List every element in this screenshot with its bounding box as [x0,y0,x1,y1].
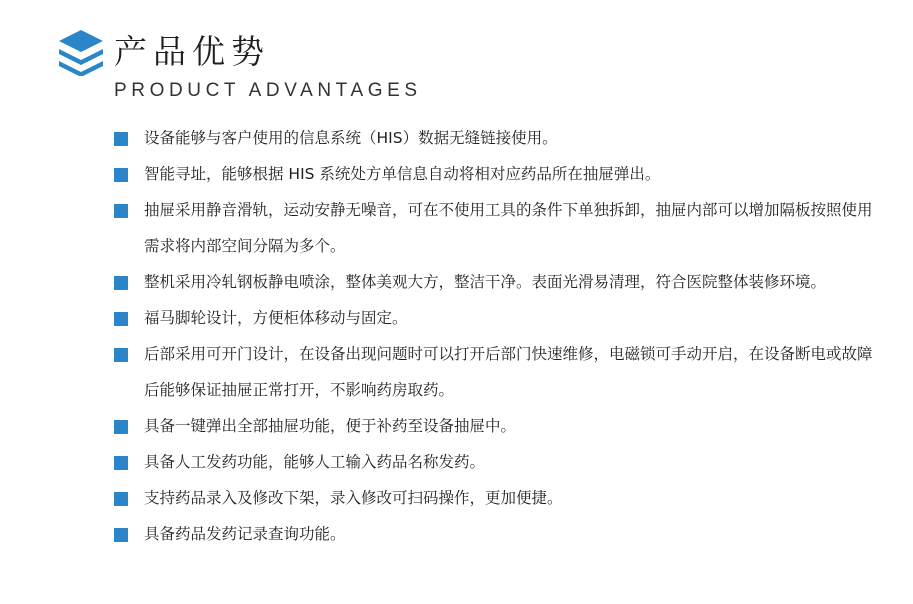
list-item-text: 整机采用冷轧钢板静电喷涂，整体美观大方，整洁干净。表面光滑易清理，符合医院整体装修环境。 [144,273,827,291]
square-bullet-icon [114,132,128,146]
square-bullet-icon [114,492,128,506]
list-item-text: 具备药品发药记录查询功能。 [144,525,346,543]
list-item-text: 福马脚轮设计，方便柜体移动与固定。 [144,309,408,327]
advantages-list [114,120,874,552]
list-item [114,156,874,192]
square-bullet-icon [114,528,128,542]
list-item [114,192,874,264]
list-item-text: 具备人工发药功能，能够人工输入药品名称发药。 [144,453,486,471]
section-subtitle: PRODUCT ADVANTAGES [114,80,422,101]
section-title: 产品优势 [114,32,270,71]
list-item [114,120,874,156]
list-item-text: 具备一键弹出全部抽屉功能，便于补药至设备抽屉中。 [144,417,517,435]
list-item-text: 智能寻址，能够根据 HIS 系统处方单信息自动将相对应药品所在抽屉弹出。 [144,165,661,183]
square-bullet-icon [114,204,128,218]
list-item-text: 支持药品录入及修改下架，录入修改可扫码操作，更加便捷。 [144,489,563,507]
list-item [114,336,874,408]
square-bullet-icon [114,312,128,326]
list-item [114,516,874,552]
square-bullet-icon [114,276,128,290]
list-item-text: 设备能够与客户使用的信息系统（HIS）数据无缝链接使用。 [144,129,558,147]
list-item-text: 后部采用可开门设计，在设备出现问题时可以打开后部门快速维修，电磁锁可手动开启，在设备断电或故障后能够保证抽屉正常打开，不影响药房取药。 [144,345,873,399]
list-item [114,408,874,444]
list-item [114,480,874,516]
square-bullet-icon [114,168,128,182]
list-item [114,300,874,336]
list-item [114,264,874,300]
square-bullet-icon [114,420,128,434]
square-bullet-icon [114,456,128,470]
list-item [114,444,874,480]
square-bullet-icon [114,348,128,362]
list-item-text: 抽屉采用静音滑轨，运动安静无噪音，可在不使用工具的条件下单独拆卸，抽屉内部可以增加隔板按照使用需求将内部空间分隔为多个。 [144,201,873,255]
stacked-layers-icon [56,28,106,76]
